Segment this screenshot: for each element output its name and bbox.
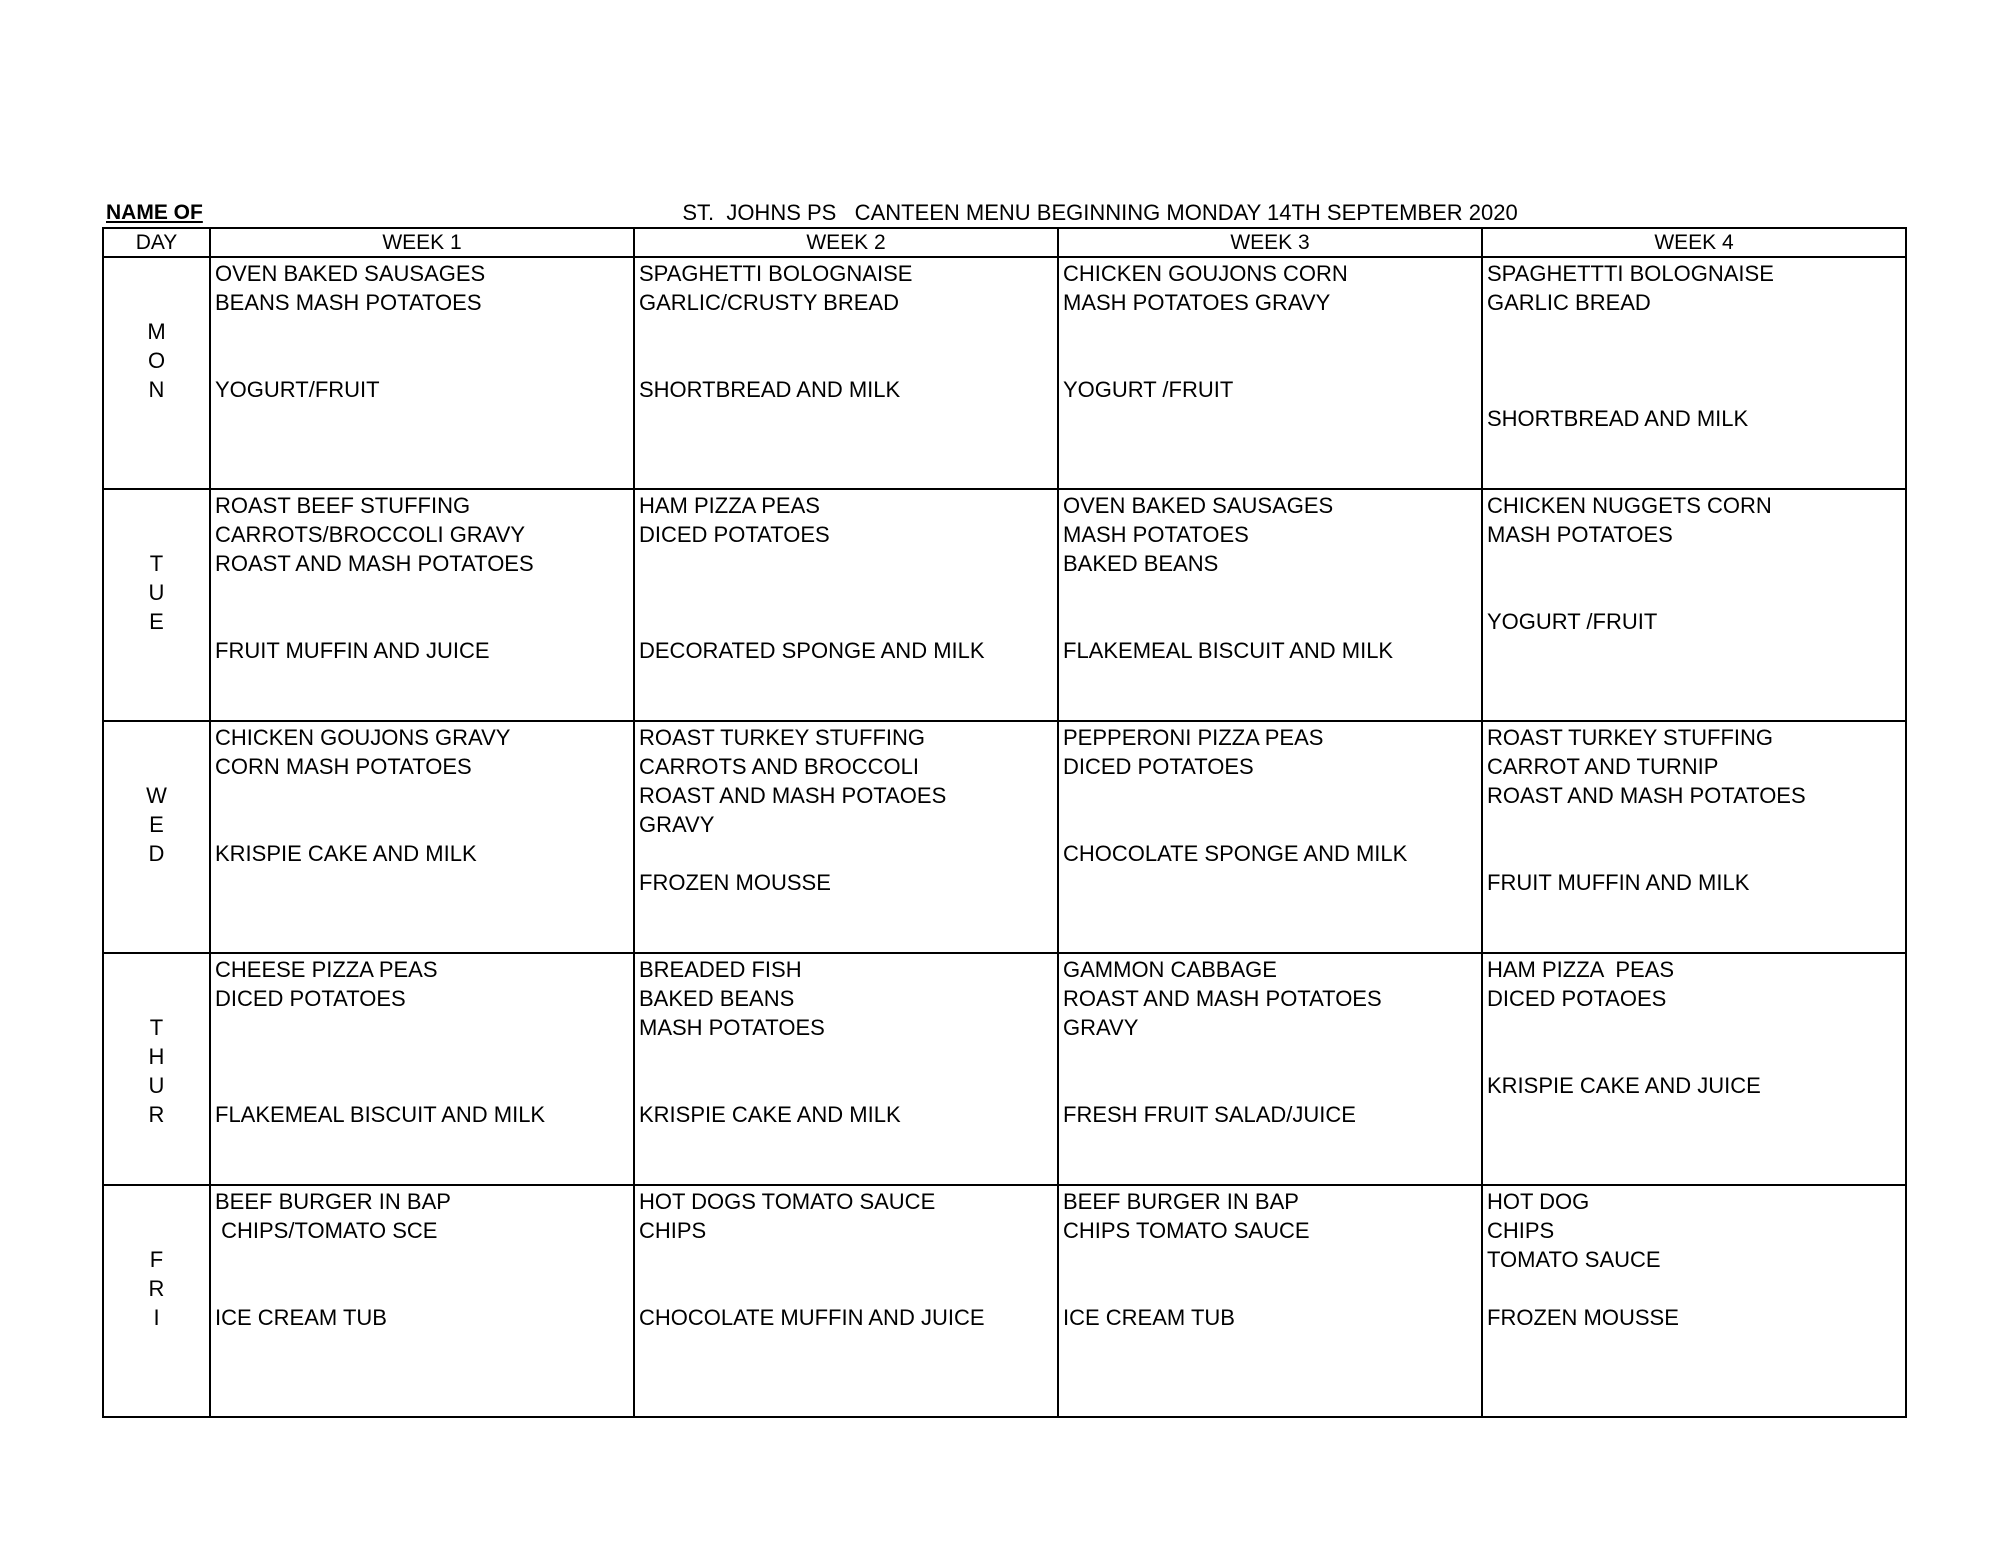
week-4-cell [1482, 489, 1906, 721]
menu-item: BAKED BEANS [639, 986, 795, 1011]
menu-item: SHORTBREAD AND MILK [1487, 406, 1749, 431]
menu-item: FROZEN MOUSSE [639, 870, 831, 895]
week-4-cell [1482, 721, 1906, 953]
menu-item: GARLIC BREAD [1487, 290, 1651, 315]
menu-item: YOGURT/FRUIT [215, 377, 380, 402]
menu-item: SHORTBREAD AND MILK [639, 377, 901, 402]
week-2-cell [634, 489, 1058, 721]
week-1-cell [210, 1185, 634, 1417]
day-cell [103, 1185, 210, 1417]
menu-item: SPAGHETTI BOLOGNAISE [639, 261, 913, 286]
menu-item: HAM PIZZA PEAS [639, 493, 820, 518]
day-letter: I [153, 1305, 160, 1330]
menu-item: OVEN BAKED SAUSAGES [215, 261, 486, 286]
menu-item: ROAST BEEF STUFFING [215, 493, 471, 518]
menu-item: KRISPIE CAKE AND MILK [215, 841, 477, 866]
menu-item: CHIPS [639, 1218, 707, 1243]
column-header-day: DAY [103, 228, 210, 257]
menu-item: CHICKEN GOUJONS GRAVY [215, 725, 511, 750]
header-row [103, 228, 1906, 257]
menu-row [103, 257, 1906, 489]
week-2-cell [634, 257, 1058, 489]
menu-item: CHICKEN GOUJONS CORN [1063, 261, 1348, 286]
menu-item: CHEESE PIZZA PEAS [215, 957, 438, 982]
menu-item: KRISPIE CAKE AND MILK [639, 1102, 901, 1127]
canteen-menu-table [102, 227, 1907, 1418]
menu-item: OVEN BAKED SAUSAGES [1063, 493, 1334, 518]
day-cell [103, 489, 210, 721]
menu-item: BAKED BEANS [1063, 551, 1219, 576]
menu-item: PEPPERONI PIZZA PEAS [1063, 725, 1324, 750]
day-letter: R [148, 1102, 165, 1127]
menu-item: CHICKEN NUGGETS CORN [1487, 493, 1772, 518]
week-4-cell [1482, 257, 1906, 489]
menu-item: CHIPS TOMATO SAUCE [1063, 1218, 1310, 1243]
day-letter: O [147, 348, 166, 373]
menu-item: ROAST AND MASH POTATOES [215, 551, 534, 576]
menu-item: CARROTS AND BROCCOLI [639, 754, 919, 779]
menu-item: BEEF BURGER IN BAP [215, 1189, 451, 1214]
day-letter: R [148, 1276, 165, 1301]
week-4-cell [1482, 1185, 1906, 1417]
day-letter: N [148, 377, 165, 402]
menu-item: KRISPIE CAKE AND JUICE [1487, 1073, 1761, 1098]
menu-item: ROAST AND MASH POTATOES [1063, 986, 1382, 1011]
menu-item: BREADED FISH [639, 957, 802, 982]
menu-item: ICE CREAM TUB [1063, 1305, 1235, 1330]
menu-item: FRUIT MUFFIN AND MILK [1487, 870, 1750, 895]
week-1-cell [210, 489, 634, 721]
menu-row [103, 721, 1906, 953]
day-letter: H [148, 1044, 165, 1069]
menu-item: GARLIC/CRUSTY BREAD [639, 290, 899, 315]
menu-item: MASH POTATOES GRAVY [1063, 290, 1331, 315]
week-3-cell [1058, 721, 1482, 953]
menu-item: CHIPS/TOMATO SCE [215, 1218, 438, 1243]
menu-item: YOGURT /FRUIT [1487, 609, 1658, 634]
menu-item: TOMATO SAUCE [1487, 1247, 1661, 1272]
week-2-cell [634, 1185, 1058, 1417]
day-letter: E [149, 609, 164, 634]
menu-item: ICE CREAM TUB [215, 1305, 387, 1330]
day-letter: M [147, 319, 166, 344]
week-2-cell [634, 953, 1058, 1185]
menu-item: HOT DOGS TOMATO SAUCE [639, 1189, 936, 1214]
menu-item: DICED POTATOES [1063, 754, 1254, 779]
name-of-label: NAME OF [106, 201, 203, 224]
week-3-cell [1058, 1185, 1482, 1417]
day-letter: T [149, 551, 164, 576]
menu-row [103, 1185, 1906, 1417]
menu-item: FRESH FRUIT SALAD/JUICE [1063, 1102, 1356, 1127]
menu-item: ROAST TURKEY STUFFING [1487, 725, 1774, 750]
week-1-cell [210, 953, 634, 1185]
menu-item: BEEF BURGER IN BAP [1063, 1189, 1299, 1214]
menu-row [103, 489, 1906, 721]
menu-item: CHOCOLATE SPONGE AND MILK [1063, 841, 1408, 866]
day-letter: E [149, 812, 164, 837]
day-cell [103, 721, 210, 953]
menu-item: FLAKEMEAL BISCUIT AND MILK [1063, 638, 1394, 663]
menu-item: CARROTS/BROCCOLI GRAVY [215, 522, 526, 547]
column-header-week-1: WEEK 1 [210, 228, 634, 257]
day-cell [103, 257, 210, 489]
menu-item: MASH POTATOES [1063, 522, 1249, 547]
menu-item: MASH POTATOES [1487, 522, 1673, 547]
menu-item: MASH POTATOES [639, 1015, 825, 1040]
menu-item: DECORATED SPONGE AND MILK [639, 638, 985, 663]
day-letter: T [149, 1015, 164, 1040]
day-letter: U [148, 580, 165, 605]
column-header-week-4: WEEK 4 [1482, 228, 1906, 257]
menu-item: DICED POTATOES [215, 986, 406, 1011]
day-letter: D [148, 841, 165, 866]
week-3-cell [1058, 489, 1482, 721]
week-3-cell [1058, 953, 1482, 1185]
menu-item: YOGURT /FRUIT [1063, 377, 1234, 402]
menu-item: FLAKEMEAL BISCUIT AND MILK [215, 1102, 546, 1127]
menu-item: DICED POTATOES [639, 522, 830, 547]
menu-item: GRAVY [1063, 1015, 1139, 1040]
week-3-cell [1058, 257, 1482, 489]
menu-item: ROAST AND MASH POTAOES [639, 783, 947, 808]
menu-item: BEANS MASH POTATOES [215, 290, 482, 315]
menu-item: GAMMON CABBAGE [1063, 957, 1277, 982]
menu-item: GRAVY [639, 812, 715, 837]
menu-item: CORN MASH POTATOES [215, 754, 472, 779]
menu-title: ST. JOHNS PS CANTEEN MENU BEGINNING MONDAY 14TH SEPTEMBER 2020 [682, 200, 1518, 225]
menu-item: HOT DOG [1487, 1189, 1590, 1214]
day-letter: W [146, 783, 167, 808]
menu-row [103, 953, 1906, 1185]
menu-item: FROZEN MOUSSE [1487, 1305, 1679, 1330]
week-1-cell [210, 721, 634, 953]
menu-item: ROAST AND MASH POTATOES [1487, 783, 1806, 808]
menu-item: DICED POTAOES [1487, 986, 1667, 1011]
week-4-cell [1482, 953, 1906, 1185]
menu-item: CARROT AND TURNIP [1487, 754, 1719, 779]
day-cell [103, 953, 210, 1185]
week-1-cell [210, 257, 634, 489]
column-header-week-2: WEEK 2 [634, 228, 1058, 257]
day-letter: U [148, 1073, 165, 1098]
week-2-cell [634, 721, 1058, 953]
menu-item: CHOCOLATE MUFFIN AND JUICE [639, 1305, 985, 1330]
menu-item: FRUIT MUFFIN AND JUICE [215, 638, 490, 663]
column-header-week-3: WEEK 3 [1058, 228, 1482, 257]
menu-item: ROAST TURKEY STUFFING [639, 725, 926, 750]
menu-item: SPAGHETTTI BOLOGNAISE [1487, 261, 1774, 286]
menu-item: HAM PIZZA PEAS [1487, 957, 1675, 982]
day-letter: F [149, 1247, 164, 1272]
menu-item: CHIPS [1487, 1218, 1555, 1243]
